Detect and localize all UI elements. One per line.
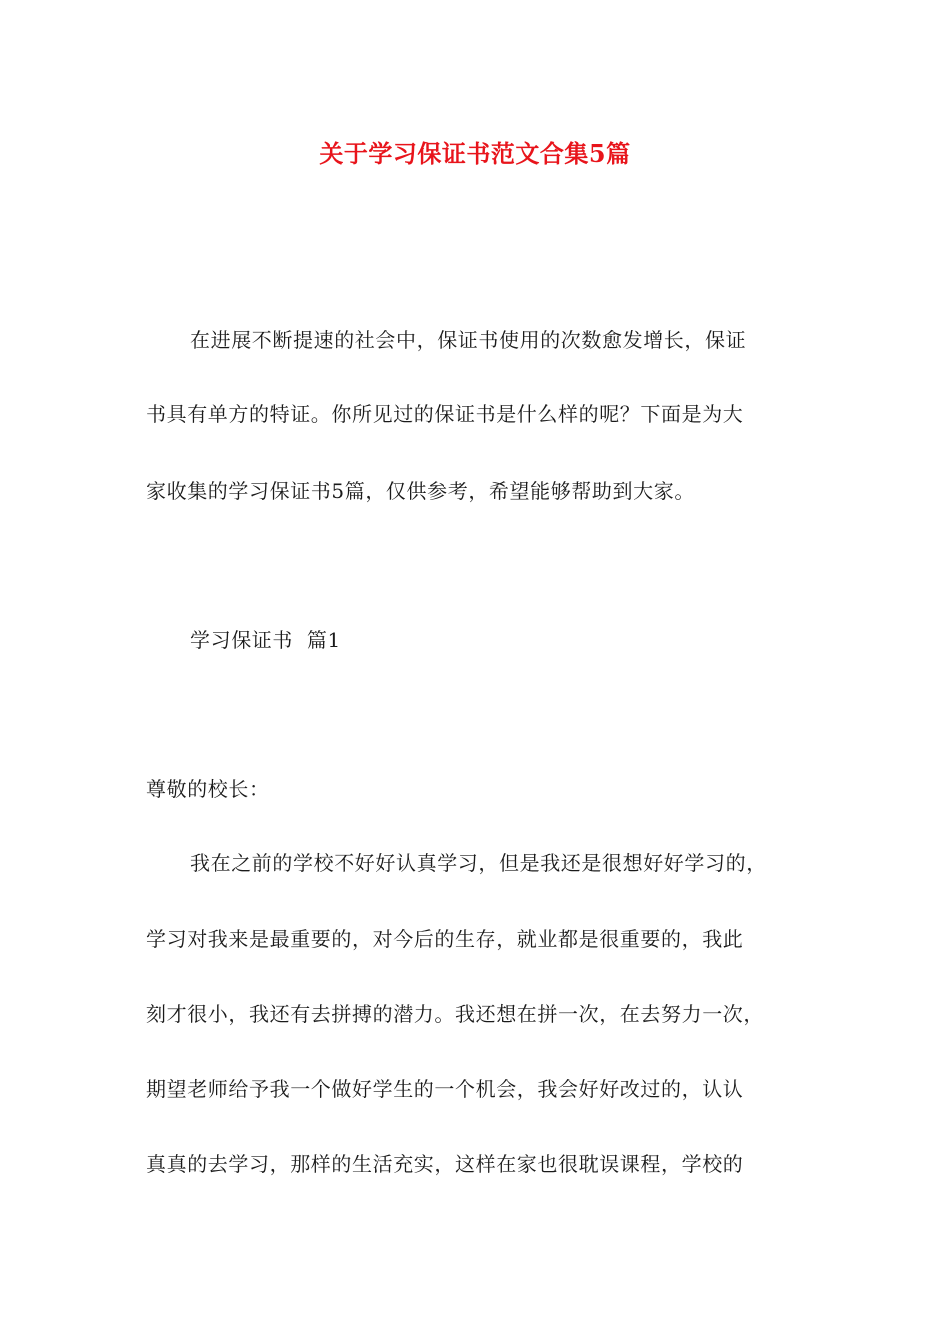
body-line-1: 我在之前的学校不好好认真学习，但是我还是很想好好学习的，: [190, 851, 767, 875]
intro-line-3: 家收集的学习保证书5篇，仅供参考，希望能够帮助到大家。: [146, 479, 695, 503]
intro-line-1: 在进展不断提速的社会中，保证书使用的次数愈发增长，保证: [190, 328, 747, 352]
salutation: 尊敬的校长：: [146, 777, 270, 801]
body-line-4: 期望老师给予我一个做好学生的一个机会，我会好好改过的，认认: [146, 1077, 744, 1101]
section-heading: 学习保证书 篇1: [190, 628, 341, 652]
body-line-3: 刻才很小，我还有去拼搏的潜力。我还想在拼一次，在去努力一次，: [146, 1002, 764, 1026]
document-title: 关于学习保证书范文合集5篇: [319, 139, 631, 168]
intro-line-2: 书具有单方的特证。你所见过的保证书是什么样的呢？下面是为大: [146, 402, 744, 426]
body-line-2: 学习对我来是最重要的，对今后的生存，就业都是很重要的，我此: [146, 927, 744, 951]
body-line-5: 真真的去学习，那样的生活充实，这样在家也很耽误课程，学校的: [146, 1152, 744, 1176]
